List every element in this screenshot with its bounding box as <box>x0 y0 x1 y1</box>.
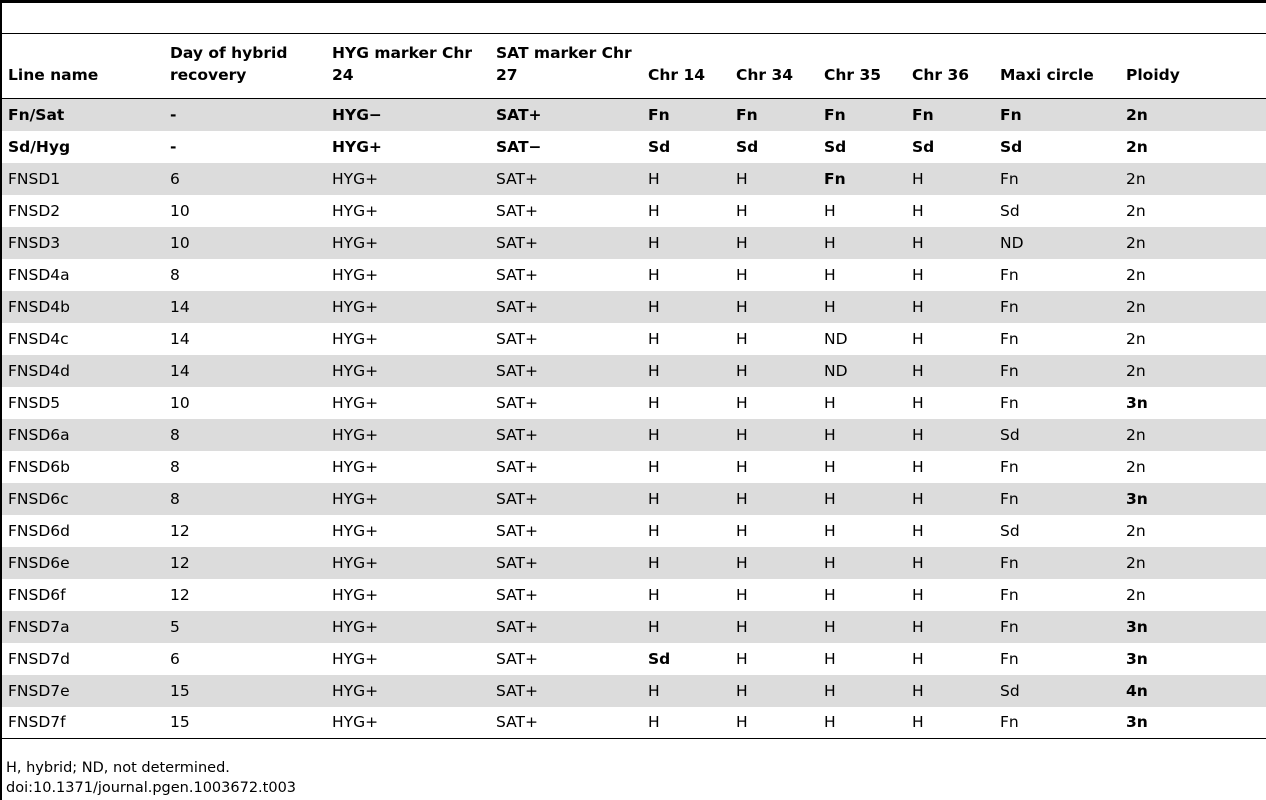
table-cell: 3n <box>1120 483 1266 515</box>
table-cell: 12 <box>170 585 190 604</box>
table-cell: 8 <box>170 265 180 284</box>
header-maxi-circle: Maxi circle <box>994 34 1120 99</box>
table-cell: SAT+ <box>490 227 642 259</box>
table-cell: FNSD3 <box>2 227 164 259</box>
table-row <box>2 291 1266 323</box>
table-cell: H <box>906 611 994 643</box>
table-cell: H <box>730 163 818 195</box>
table-cell: Fn <box>994 99 1120 131</box>
table-cell: H <box>818 227 906 259</box>
table-cell: Fn <box>1000 585 1019 604</box>
table-cell: 2n <box>1120 291 1266 323</box>
header-day-of-hybrid-recovery: Day of hybrid recovery <box>164 34 326 99</box>
table-cell: H <box>736 265 748 284</box>
table-cell: H <box>818 291 906 323</box>
table-row <box>2 131 1266 163</box>
table-cell: H <box>824 393 836 412</box>
table-row <box>2 163 1266 195</box>
table-cell: H <box>736 521 748 540</box>
table-cell: 8 <box>170 457 180 476</box>
table-cell: H <box>648 201 660 220</box>
table-cell: H <box>824 649 836 668</box>
table-cell: Fn <box>994 483 1120 515</box>
table-cell: Fn/Sat <box>2 99 164 131</box>
table-cell: 2n <box>1120 227 1266 259</box>
table-cell: 12 <box>164 547 326 579</box>
table-cell: HYG+ <box>326 707 490 739</box>
table-cell: FNSD1 <box>2 163 164 195</box>
table-cell: SAT+ <box>496 201 538 220</box>
table-cell: 2n <box>1126 329 1146 348</box>
table-cell: H <box>906 291 994 323</box>
table-cell: 6 <box>164 163 326 195</box>
table-cell: SAT+ <box>490 707 642 739</box>
table-cell: 8 <box>164 483 326 515</box>
table-cell: H <box>906 707 994 739</box>
table-row <box>2 387 1266 419</box>
table-cell: 14 <box>164 291 326 323</box>
table-body <box>2 99 1266 739</box>
table-cell: 2n <box>1126 585 1146 604</box>
table-cell: Sd <box>912 137 935 156</box>
table-row <box>2 451 1266 483</box>
table-row <box>2 355 1266 387</box>
table-cell: Fn <box>642 99 730 131</box>
table-cell: HYG+ <box>332 329 379 348</box>
table-cell: Fn <box>1000 649 1019 668</box>
table-cell: HYG+ <box>326 419 490 451</box>
table-cell: SAT+ <box>496 457 538 476</box>
table-cell: SAT+ <box>496 649 538 668</box>
table-cell: H <box>642 163 730 195</box>
header-hyg-marker: HYG marker Chr 24 <box>326 34 490 99</box>
table-cell: H <box>730 547 818 579</box>
table-cell: H <box>730 355 818 387</box>
table-cell: H <box>912 329 924 348</box>
table-cell: H <box>906 163 994 195</box>
header-chr-14: Chr 14 <box>642 34 730 99</box>
table-cell: Fn <box>994 355 1120 387</box>
table-cell: 2n <box>1126 201 1146 220</box>
table-cell: Sd <box>1000 137 1023 156</box>
table-cell: H <box>730 611 818 643</box>
table-cell: H <box>912 521 924 540</box>
table-cell: Fn <box>994 707 1120 739</box>
table-cell: Fn <box>818 163 906 195</box>
table-cell: FNSD4d <box>2 355 164 387</box>
table-cell: 2n <box>1120 547 1266 579</box>
table-row <box>2 643 1266 675</box>
table-cell: 14 <box>164 355 326 387</box>
table-cell: H <box>642 611 730 643</box>
table-cell: Sd <box>994 419 1120 451</box>
table-cell: SAT+ <box>490 355 642 387</box>
table-cell: H <box>642 355 730 387</box>
table-cell: FNSD6b <box>8 457 70 476</box>
header-sat-marker: SAT marker Chr 27 <box>490 34 642 99</box>
header-chr-34: Chr 34 <box>730 34 818 99</box>
table-cell: SAT+ <box>496 265 538 284</box>
table-cell: H <box>736 585 748 604</box>
table-cell: Fn <box>730 99 818 131</box>
table-row <box>2 227 1266 259</box>
table-cell: HYG+ <box>332 201 379 220</box>
table-cell: H <box>648 585 660 604</box>
table-cell: H <box>824 265 836 284</box>
table-cell: H <box>818 707 906 739</box>
table-cell: SAT+ <box>496 393 538 412</box>
table-cell: FNSD6a <box>2 419 164 451</box>
table-cell: H <box>912 393 924 412</box>
table-cell: H <box>818 611 906 643</box>
table-cell: - <box>170 137 177 156</box>
table-cell: H <box>906 227 994 259</box>
table-row <box>2 611 1266 643</box>
table-cell: 3n <box>1126 393 1148 412</box>
table-cell: 6 <box>170 649 180 668</box>
table-cell: FNSD4c <box>8 329 69 348</box>
table-cell: Fn <box>994 547 1120 579</box>
table-cell: FNSD6e <box>2 547 164 579</box>
table-cell: H <box>824 585 836 604</box>
table-cell: Fn <box>906 99 994 131</box>
table-cell: 3n <box>1126 649 1148 668</box>
table-cell: Sd <box>824 137 847 156</box>
table-cell: H <box>642 675 730 707</box>
table-cell: Sd/Hyg <box>8 137 71 156</box>
table-cell: H <box>736 649 748 668</box>
table-cell: SAT+ <box>490 483 642 515</box>
table-cell: HYG+ <box>332 457 379 476</box>
table-cell: SAT+ <box>496 329 538 348</box>
table-cell: 3n <box>1120 707 1266 739</box>
table-cell: SAT+ <box>490 675 642 707</box>
table-cell: H <box>906 483 994 515</box>
table-cell: H <box>824 521 836 540</box>
table-cell: FNSD6c <box>2 483 164 515</box>
table-cell: FNSD4b <box>2 291 164 323</box>
table-cell: FNSD7e <box>2 675 164 707</box>
table-cell: 10 <box>170 393 190 412</box>
table-cell: HYG+ <box>326 611 490 643</box>
table-cell: H <box>730 675 818 707</box>
table-cell: H <box>912 201 924 220</box>
table-cell: 5 <box>164 611 326 643</box>
table-row <box>2 675 1266 707</box>
table-cell: FNSD6d <box>8 521 70 540</box>
table-cell: SAT+ <box>490 163 642 195</box>
table-row <box>2 547 1266 579</box>
table-cell: H <box>648 265 660 284</box>
table-cell: Sd <box>648 137 671 156</box>
table-cell: SAT+ <box>490 291 642 323</box>
table-cell: FNSD7a <box>2 611 164 643</box>
table-cell: H <box>824 201 836 220</box>
table-cell: 2n <box>1126 265 1146 284</box>
table-cell: Fn <box>994 291 1120 323</box>
top-rule <box>0 0 1266 3</box>
table-cell: HYG+ <box>326 355 490 387</box>
table-cell: 3n <box>1120 611 1266 643</box>
table-cell: Sd <box>1000 521 1020 540</box>
table-cell: HYG+ <box>326 675 490 707</box>
table-cell: 2n <box>1120 99 1266 131</box>
table-cell: 15 <box>164 675 326 707</box>
table-cell: FNSD7f <box>2 707 164 739</box>
table-cell: H <box>642 291 730 323</box>
table-cell: HYG+ <box>332 521 379 540</box>
table-cell: HYG+ <box>332 393 379 412</box>
table-cell: H <box>642 547 730 579</box>
table-cell: H <box>642 227 730 259</box>
table-cell: 10 <box>170 201 190 220</box>
header-chr-35: Chr 35 <box>818 34 906 99</box>
table-cell: H <box>736 201 748 220</box>
table-cell: H <box>642 483 730 515</box>
table-cell: 2n <box>1126 137 1148 156</box>
table-cell: H <box>912 265 924 284</box>
table-cell: H <box>648 521 660 540</box>
table-cell: H <box>912 649 924 668</box>
table-cell: H <box>818 419 906 451</box>
table-cell: FNSD2 <box>8 201 61 220</box>
table-cell: Sd <box>648 649 671 668</box>
table-cell: HYG+ <box>332 137 382 156</box>
table-cell: H <box>912 585 924 604</box>
header-line-name: Line name <box>2 34 164 99</box>
table-row <box>2 259 1266 291</box>
table-cell: H <box>730 707 818 739</box>
table-cell: Sd <box>994 675 1120 707</box>
table-cell: SAT− <box>496 137 542 156</box>
data-table <box>2 33 1266 739</box>
table-cell: H <box>730 291 818 323</box>
table-cell: H <box>818 483 906 515</box>
table-cell: H <box>906 355 994 387</box>
table-cell: H <box>642 707 730 739</box>
table-cell: Sd <box>736 137 759 156</box>
table-cell: SAT+ <box>490 547 642 579</box>
table-cell: HYG+ <box>332 649 379 668</box>
table-cell: HYG− <box>326 99 490 131</box>
table-row <box>2 483 1266 515</box>
table-cell: H <box>648 329 660 348</box>
table-cell: 2n <box>1120 355 1266 387</box>
table-cell: H <box>906 675 994 707</box>
table-cell: 15 <box>164 707 326 739</box>
header-chr-36: Chr 36 <box>906 34 994 99</box>
table-cell: FNSD5 <box>8 393 61 412</box>
table-cell: SAT+ <box>490 99 642 131</box>
table-cell: HYG+ <box>332 585 379 604</box>
table-cell: H <box>818 675 906 707</box>
table-cell: 10 <box>164 227 326 259</box>
table-cell: ND <box>818 355 906 387</box>
table-row <box>2 195 1266 227</box>
table-cell: H <box>818 547 906 579</box>
table-cell: 14 <box>170 329 190 348</box>
table-row <box>2 707 1266 739</box>
table-cell: Fn <box>818 99 906 131</box>
table-cell: H <box>642 419 730 451</box>
table-cell: HYG+ <box>326 227 490 259</box>
table-cell: H <box>730 227 818 259</box>
table-cell: H <box>736 329 748 348</box>
header-ploidy: Ploidy <box>1120 34 1266 99</box>
table-cell: - <box>164 99 326 131</box>
table-cell: 2n <box>1120 419 1266 451</box>
table-cell: H <box>730 483 818 515</box>
table-cell: H <box>736 393 748 412</box>
table-row <box>2 99 1266 131</box>
table-cell: H <box>648 457 660 476</box>
table-cell: SAT+ <box>490 611 642 643</box>
doi-label: doi:10.1371/journal.pgen.1003672.t003 <box>6 780 297 796</box>
table-cell: 2n <box>1126 457 1146 476</box>
table-cell: SAT+ <box>496 521 538 540</box>
table-cell: HYG+ <box>326 483 490 515</box>
table-cell: HYG+ <box>326 163 490 195</box>
table-cell: H <box>730 419 818 451</box>
table-cell: 4n <box>1120 675 1266 707</box>
table-cell: Fn <box>1000 457 1019 476</box>
table-cell: Sd <box>1000 201 1020 220</box>
table-cell: H <box>824 457 836 476</box>
table-cell: ND <box>824 329 848 348</box>
table-cell: Fn <box>994 163 1120 195</box>
table-footnote: H, hybrid; ND, not determined. <box>6 760 230 776</box>
table-cell: Fn <box>1000 393 1019 412</box>
table-cell: FNSD7d <box>8 649 70 668</box>
table-cell: SAT+ <box>496 585 538 604</box>
table-cell: SAT+ <box>490 419 642 451</box>
table-cell: H <box>648 393 660 412</box>
table-cell: 2n <box>1120 163 1266 195</box>
table-cell: FNSD6f <box>8 585 66 604</box>
table-cell: HYG+ <box>332 265 379 284</box>
table-cell: H <box>906 547 994 579</box>
table-cell: FNSD4a <box>8 265 70 284</box>
table-cell: 12 <box>170 521 190 540</box>
header-row <box>2 34 1266 99</box>
table-cell: H <box>912 457 924 476</box>
table-row <box>2 515 1266 547</box>
table-cell: HYG+ <box>326 291 490 323</box>
table-row <box>2 579 1266 611</box>
table-cell: 8 <box>164 419 326 451</box>
table-cell: Fn <box>1000 265 1019 284</box>
table-cell: ND <box>994 227 1120 259</box>
table-cell: Fn <box>1000 329 1019 348</box>
table-cell: Fn <box>994 611 1120 643</box>
table-cell: H <box>736 457 748 476</box>
table-row <box>2 419 1266 451</box>
table-cell: HYG+ <box>326 547 490 579</box>
table-row <box>2 323 1266 355</box>
table-cell: H <box>906 419 994 451</box>
table-cell: 2n <box>1126 521 1146 540</box>
